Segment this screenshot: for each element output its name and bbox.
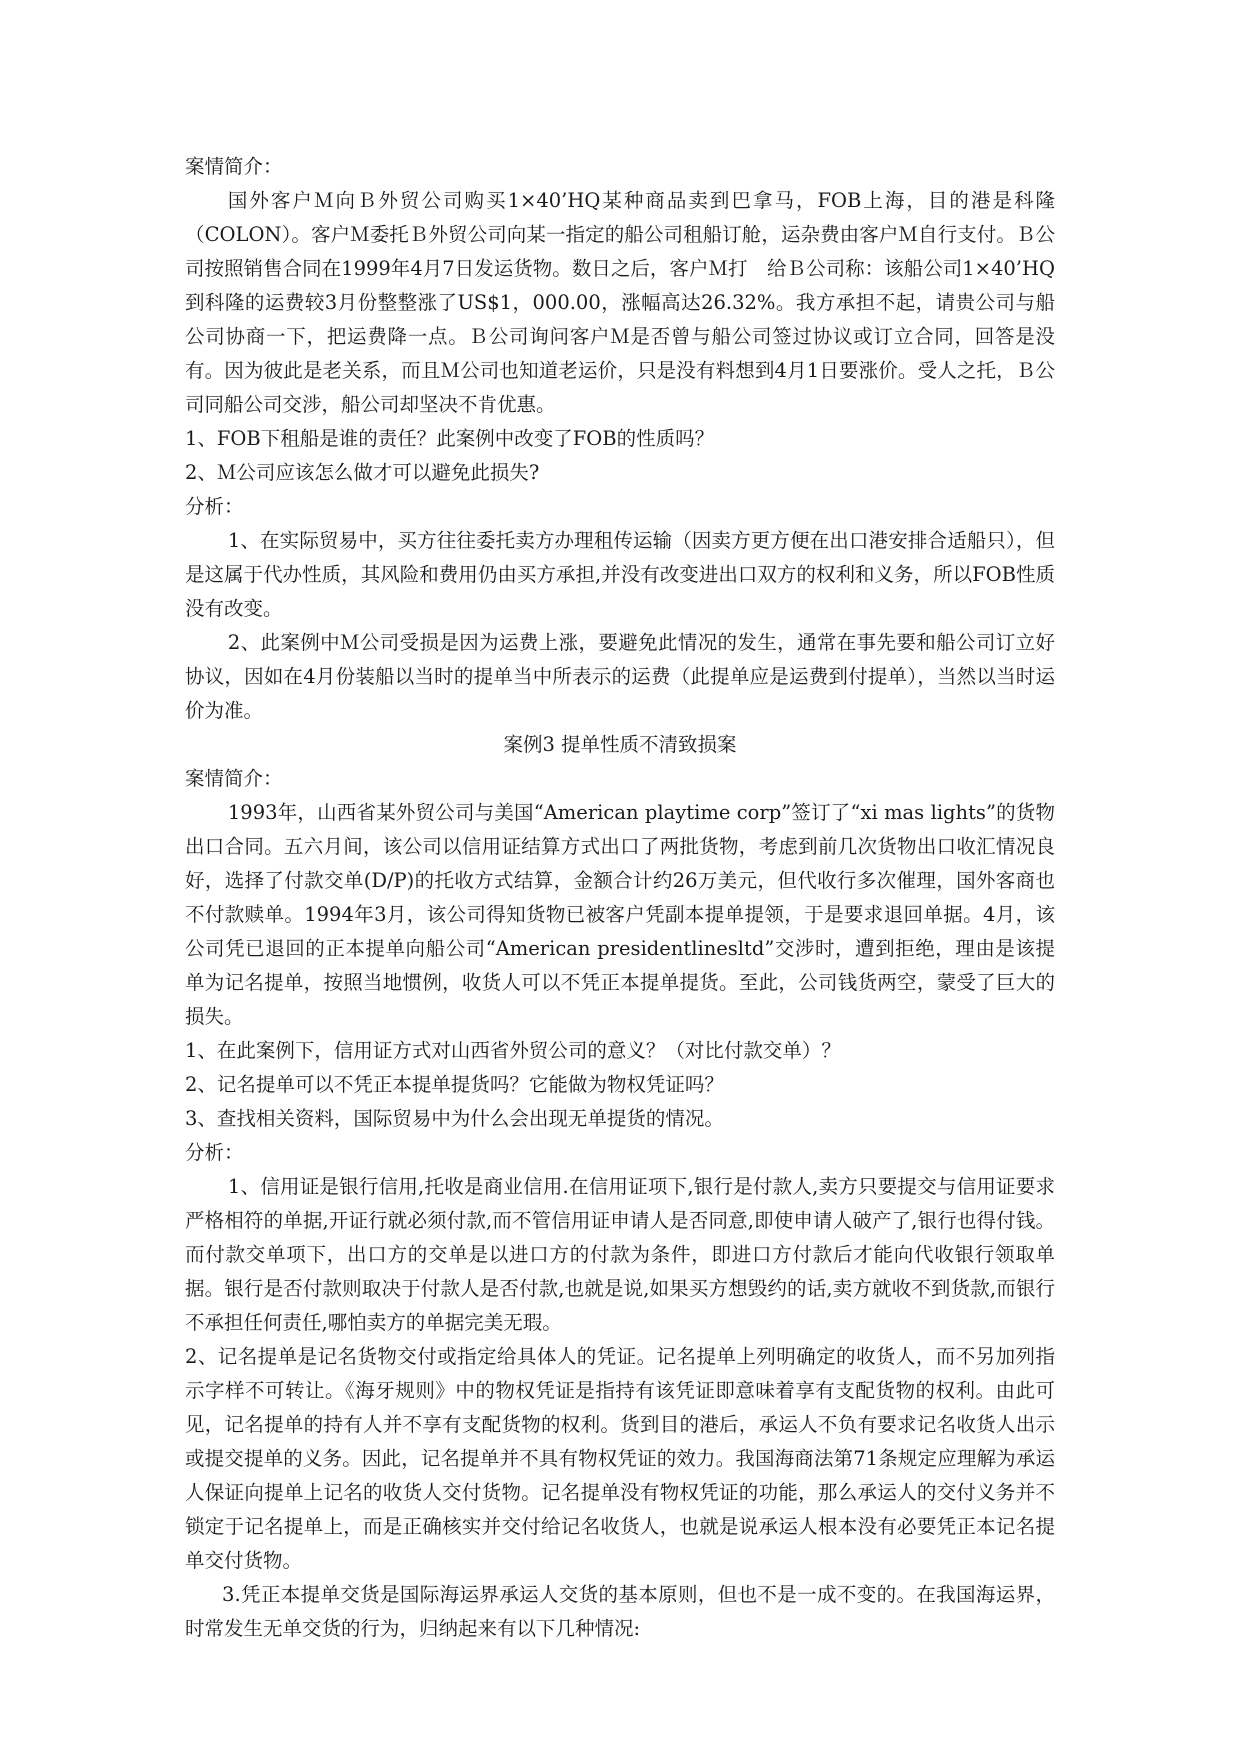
case2-intro-text: 国外客户Ｍ向Ｂ外贸公司购买1×40’HQ某种商品卖到巴拿马，FOB上海，目的港是科隆（COLON）。客户Ｍ委托Ｂ外贸公司向某一指定的船公司租船订舱，运杂费由客户Ｍ自行支付。Ｂ公司按照销售合同在1999年4月7日发运货物。数日之后，客户Ｍ打 给Ｂ公司称：该船公司1×40’HQ到科隆的运费较3月份整整涨了US$1，000.00，涨幅高达26.32%。我方承担不起，请贵公司与船公司协商一下，把运费降一点。Ｂ公司询问客户Ｍ是否曾与船公司签过协议或订立合同，回答是没有。因为彼此是老关系，而且Ｍ公司也知道老运价，只是没有料想到4月1日要涨价。受人之托，Ｂ公司同船公司交涉，船公司却坚决不肯优惠。 xyxy=(185,189,1055,416)
case3-question-3: 3、查找相关资料，国际贸易中为什么会出现无单提货的情况。 xyxy=(185,1107,724,1130)
case3-intro-heading: 案情简介： xyxy=(185,767,283,790)
case2-question-2: 2、Ｍ公司应该怎么做才可以避免此损失? xyxy=(185,461,540,484)
case2-intro-heading: 案情简介： xyxy=(185,155,283,178)
case3-analysis-2: 2、记名提单是记名货物交付或指定给具体人的凭证。记名提单上列明确定的收货人，而不另加列指示字样不可转让。《海牙规则》中的物权凭证是指持有该凭证即意味着享有支配货物的权利。由此可见，记名提单的持有人并不享有支配货物的权利。货到目的港后，承运人不负有要求记名收货人出示或提交提单的义务。因此，记名提单并不具有物权凭证的效力。我国海商法第71条规定应理解为承运人保证向提单上记名的收货人交付货物。记名提单没有物权凭证的功能，那么承运人的交付义务并不锁定于记名提单上，而是正确核实并交付给记名收货人，也就是说承运人根本没有必要凭正本记名提单交付货物。 xyxy=(185,1345,1055,1572)
case3-question-2: 2、记名提单可以不凭正本提单提货吗？它能做为物权凭证吗？ xyxy=(185,1073,724,1096)
case3-analysis-1: 1、信用证是银行信用,托收是商业信用.在信用证项下,银行是付款人,卖方只要提交与信用证要求严格相符的单据,开证行就必须付款,而不管信用证申请人是否同意,即使申请人破产了,银行也得付钱。而付款交单项下，出口方的交单是以进口方的付款为条件，即进口方付款后才能向代收银行领取单据。银行是否付款则取决于付款人是否付款,也就是说,如果买方想毁约的话,卖方就收不到货款,而银行不承担任何责任,哪怕卖方的单据完美无瑕。 xyxy=(185,1175,1055,1334)
case2-analysis-heading: 分析： xyxy=(185,495,244,518)
case2-analysis-1: 1、在实际贸易中，买方往往委托卖方办理租传运输（因卖方更方便在出口港安排合适船只），但是这属于代办性质，其风险和费用仍由买方承担,并没有改变进出口双方的权利和义务，所以FOB性质没有改变。 xyxy=(185,529,1055,620)
case3-question-1: 1、在此案例下，信用证方式对山西省外贸公司的意义？（对比付款交单）？ xyxy=(185,1039,841,1062)
document-page xyxy=(185,150,1055,1646)
case3-intro-text: 1993年，山西省某外贸公司与美国“American playtime corp”签订了“xi mas lights”的货物出口合同。五六月间，该公司以信用证结算方式出口了两批货物，考虑到前几次货物出口收汇情况良好，选择了付款交单(D/P)的托收方式结算，金额合计约26万美元，但代收行多次催理，国外客商也不付款赎单。1994年3月，该公司得知货物已被客户凭副本提单提领，于是要求退回单据。4月，该公司凭已退回的正本提单向船公司“American presidentlinesltd”交涉时，遭到拒绝，理由是该提单为记名提单，按照当地惯例，收货人可以不凭正本提单提货。至此，公司钱货两空，蒙受了巨大的损失。 xyxy=(185,801,1055,1028)
case3-analysis-heading: 分析： xyxy=(185,1141,244,1164)
case2-analysis-2: 2、此案例中Ｍ公司受损是因为运费上涨，要避免此情况的发生，通常在事先要和船公司订立好协议，因如在4月份装船以当时的提单当中所表示的运费（此提单应是运费到付提单），当然以当时运价为准。 xyxy=(185,631,1055,722)
case2-question-1: 1、FOB下租船是谁的责任？此案例中改变了FOB的性质吗？ xyxy=(185,427,715,450)
case3-title: 案例3 提单性质不清致损案 xyxy=(503,733,737,756)
case3-analysis-3: 3.凭正本提单交货是国际海运界承运人交货的基本原则，但也不是一成不变的。在我国海运界，时常发生无单交货的行为，归纳起来有以下几种情况: xyxy=(185,1583,1055,1640)
